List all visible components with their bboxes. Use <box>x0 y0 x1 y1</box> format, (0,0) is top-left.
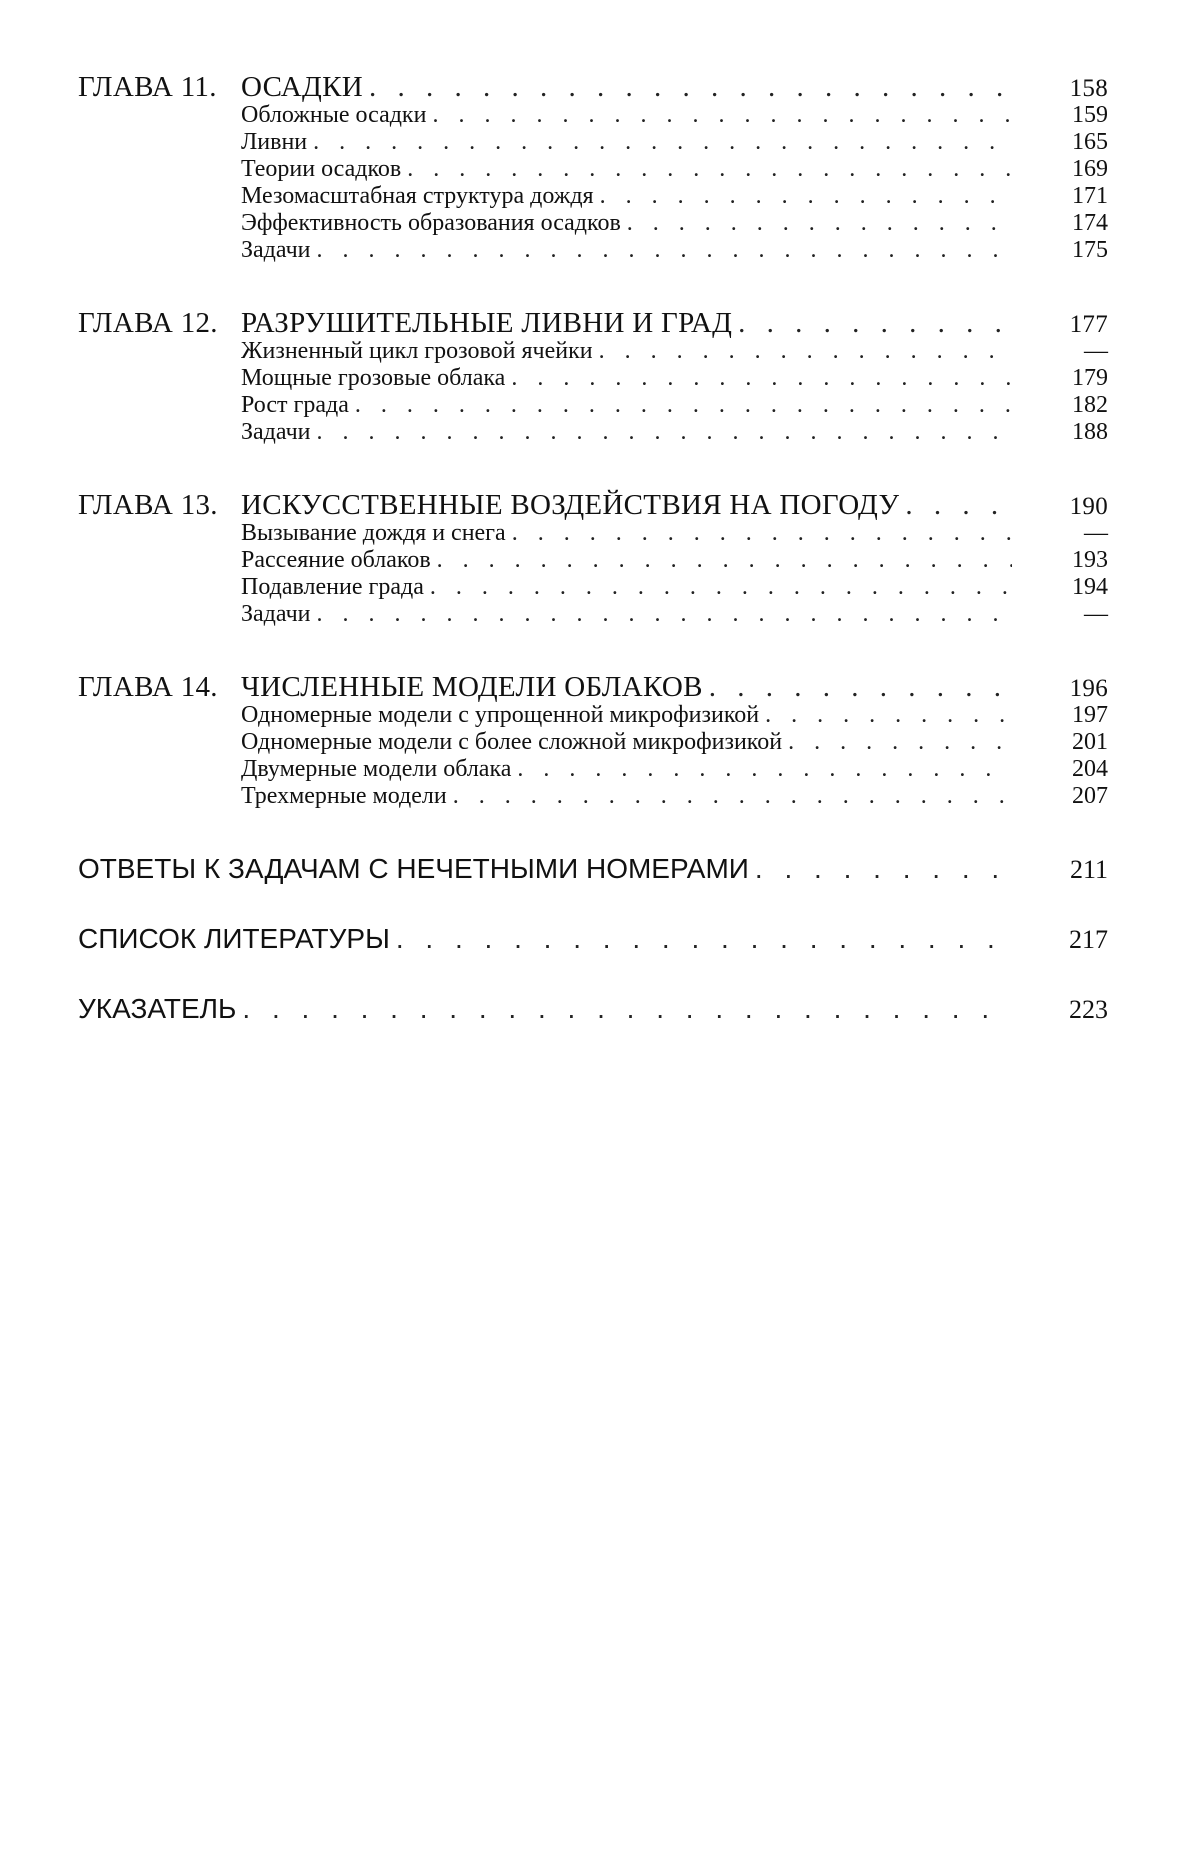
dot-leader <box>317 601 1013 628</box>
section-title: Мощные грозовые облака <box>241 365 506 391</box>
section-row[interactable] <box>78 729 1108 756</box>
chapter-heading-row[interactable] <box>78 490 1108 520</box>
section-row[interactable] <box>78 102 1108 129</box>
chapter-title: ОСАДКИ <box>241 71 364 103</box>
dot-leader <box>313 129 1012 156</box>
section-row[interactable] <box>78 783 1108 810</box>
dot-leader <box>765 702 1012 729</box>
dot-leader <box>317 419 1013 446</box>
dot-leader <box>517 756 1012 783</box>
chapter-title: ЧИСЛЕННЫЕ МОДЕЛИ ОБЛАКОВ <box>241 671 703 703</box>
section-row[interactable] <box>78 392 1108 419</box>
section-title: Задачи <box>241 601 311 627</box>
chapter-14 <box>78 672 1108 810</box>
page-number: 174 <box>1072 210 1108 236</box>
page-number: 223 <box>1069 995 1108 1024</box>
page-number: 197 <box>1072 702 1108 728</box>
section-title: Мезомасштабная структура дождя <box>241 183 594 209</box>
dot-leader <box>511 365 1012 392</box>
section-row[interactable] <box>78 129 1108 156</box>
chapter-13 <box>78 490 1108 628</box>
page-number: 171 <box>1072 183 1108 209</box>
end-matter-title: СПИСОК ЛИТЕРАТУРЫ <box>78 923 390 954</box>
page-number: 190 <box>1069 493 1108 520</box>
section-title: Жизненный цикл грозовой ячейки <box>241 338 593 364</box>
section-title: Подавление града <box>241 574 424 600</box>
section-title: Одномерные модели с более сложной микрофизикой <box>241 729 783 755</box>
dot-leader <box>512 520 1012 547</box>
chapter-12 <box>78 308 1108 446</box>
page-number: 204 <box>1072 756 1108 782</box>
page-number: 158 <box>1069 75 1108 102</box>
dot-leader <box>242 994 1012 1024</box>
table-of-contents <box>78 72 1108 1064</box>
section-row[interactable] <box>78 338 1108 365</box>
section-row[interactable] <box>78 520 1108 547</box>
section-row[interactable] <box>78 756 1108 783</box>
page-number: — <box>1084 520 1108 546</box>
section-row[interactable] <box>78 601 1108 628</box>
section-row[interactable] <box>78 210 1108 237</box>
section-row[interactable] <box>78 547 1108 574</box>
dot-leader <box>709 672 1012 702</box>
chapter-title: ИСКУССТВЕННЫЕ ВОЗДЕЙСТВИЯ НА ПОГОДУ <box>241 489 900 521</box>
end-matter-title: УКАЗАТЕЛЬ <box>78 993 237 1024</box>
section-row[interactable] <box>78 183 1108 210</box>
chapter-number: ГЛАВА 14. <box>78 671 218 703</box>
end-matter-row-references[interactable] <box>78 924 1108 954</box>
chapter-number: ГЛАВА 12. <box>78 307 218 339</box>
section-title: Ливни <box>241 129 308 155</box>
section-row[interactable] <box>78 702 1108 729</box>
page-number: 182 <box>1072 392 1108 418</box>
end-matter-row-answers[interactable] <box>78 854 1108 884</box>
dot-leader <box>407 156 1012 183</box>
dot-leader <box>453 783 1012 810</box>
end-matter-row-index[interactable] <box>78 994 1108 1024</box>
section-title: Задачи <box>241 237 311 263</box>
section-title: Эффективность образования осадков <box>241 210 621 236</box>
page-number: 196 <box>1069 675 1108 702</box>
page-number: 177 <box>1069 311 1108 338</box>
chapter-heading-row[interactable] <box>78 672 1108 702</box>
page-number: 179 <box>1072 365 1108 391</box>
dot-leader <box>317 237 1013 264</box>
section-title: Двумерные модели облака <box>241 756 512 782</box>
chapter-heading-row[interactable] <box>78 308 1108 338</box>
page-number: — <box>1084 338 1108 364</box>
section-title: Теории осадков <box>241 156 402 182</box>
dot-leader <box>437 547 1012 574</box>
section-row[interactable] <box>78 156 1108 183</box>
section-row[interactable] <box>78 365 1108 392</box>
page-number: 193 <box>1072 547 1108 573</box>
section-title: Трехмерные модели <box>241 783 447 809</box>
section-title: Рассеяние облаков <box>241 547 431 573</box>
section-title: Вызывание дождя и снега <box>241 520 506 546</box>
section-title: Одномерные модели с упрощенной микрофизикой <box>241 702 760 728</box>
page-number: 207 <box>1072 783 1108 809</box>
chapter-11 <box>78 72 1108 264</box>
end-matter-title: ОТВЕТЫ К ЗАДАЧАМ С НЕЧЕТНЫМИ НОМЕРАМИ <box>78 853 749 884</box>
page-number: 194 <box>1072 574 1108 600</box>
chapter-title: РАЗРУШИТЕЛЬНЫЕ ЛИВНИ И ГРАД <box>241 307 733 339</box>
page-number: 169 <box>1072 156 1108 182</box>
dot-leader <box>599 338 1012 365</box>
chapter-heading-row[interactable] <box>78 72 1108 102</box>
section-title: Обложные осадки <box>241 102 427 128</box>
dot-leader <box>355 392 1012 419</box>
page-number: 201 <box>1072 729 1108 755</box>
page-number: — <box>1084 601 1108 627</box>
section-row[interactable] <box>78 574 1108 601</box>
dot-leader <box>755 854 1012 884</box>
dot-leader <box>369 72 1012 102</box>
page-number: 159 <box>1072 102 1108 128</box>
dot-leader <box>430 574 1012 601</box>
end-matter <box>78 854 1108 1024</box>
section-row[interactable] <box>78 237 1108 264</box>
dot-leader <box>738 308 1012 338</box>
dot-leader <box>432 102 1012 129</box>
chapter-number: ГЛАВА 13. <box>78 489 218 521</box>
section-row[interactable] <box>78 419 1108 446</box>
chapter-number: ГЛАВА 11. <box>78 71 217 103</box>
page-number: 175 <box>1072 237 1108 263</box>
section-title: Рост града <box>241 392 349 418</box>
section-title: Задачи <box>241 419 311 445</box>
dot-leader <box>600 183 1012 210</box>
dot-leader <box>627 210 1012 237</box>
dot-leader <box>905 490 1012 520</box>
dot-leader <box>788 729 1012 756</box>
page-number: 165 <box>1072 129 1108 155</box>
page-number: 217 <box>1069 925 1108 954</box>
page-number: 211 <box>1069 855 1108 884</box>
page-number: 188 <box>1072 419 1108 445</box>
dot-leader <box>396 924 1012 954</box>
